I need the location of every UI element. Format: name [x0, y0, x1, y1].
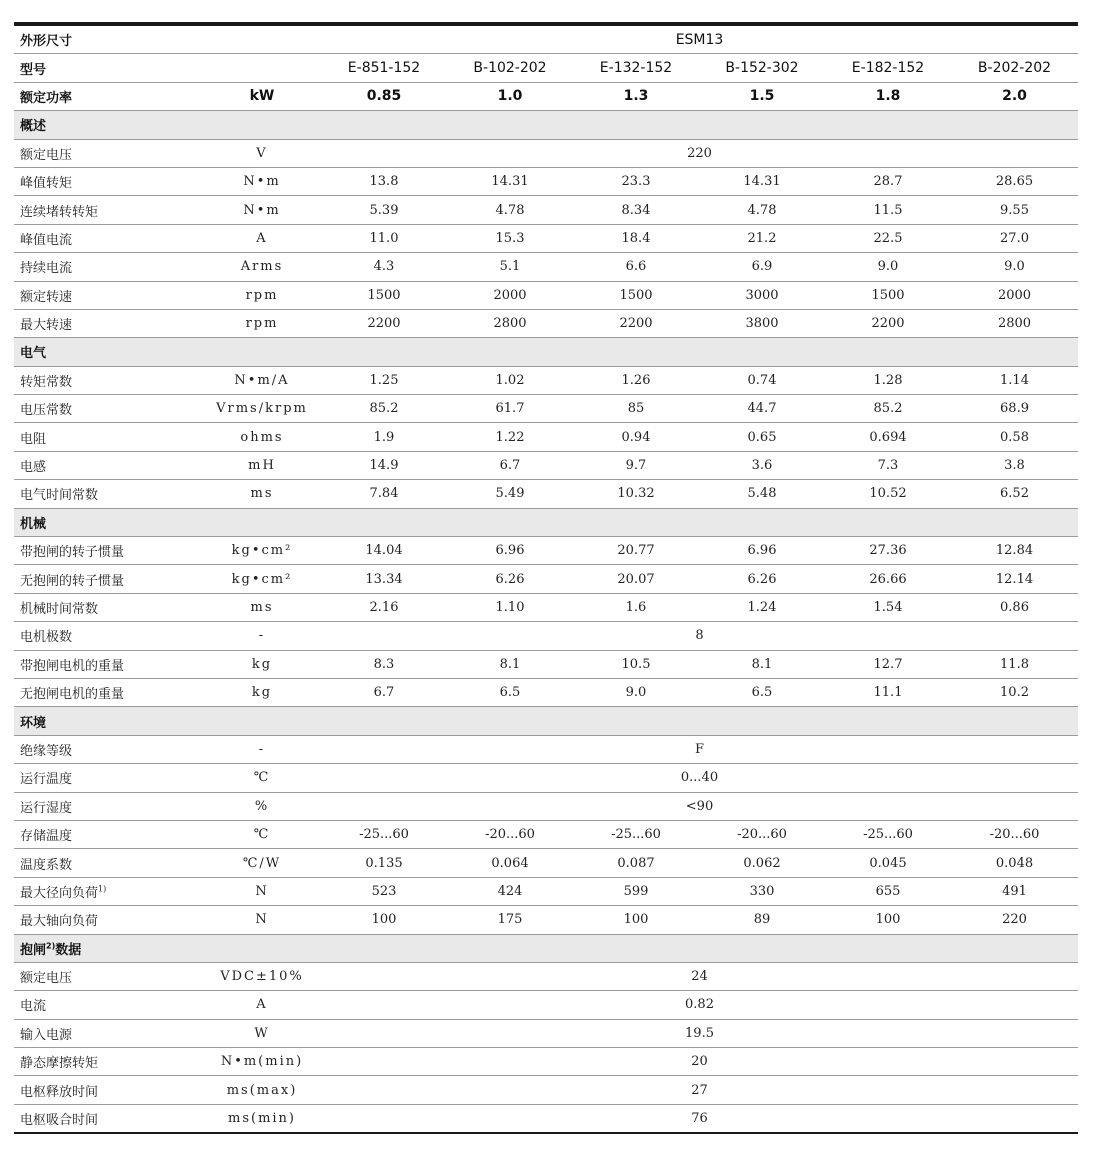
spec-value: 0.74: [699, 366, 825, 394]
spec-value: -20...60: [447, 820, 573, 848]
spec-value: 1.9: [321, 423, 447, 451]
section-title-text: 抱闸: [20, 942, 47, 958]
spec-label-text: 无抱闸电机的重量: [20, 687, 125, 703]
spec-unit: N•m: [203, 167, 321, 195]
spec-value: 10.5: [573, 650, 699, 678]
spec-row: [14, 565, 1078, 593]
spec-value: 655: [825, 877, 951, 905]
section-title-text: 概述: [20, 119, 47, 135]
spec-value: 6.6: [573, 253, 699, 281]
spec-value: 5.49: [447, 480, 573, 508]
spec-value: 0.087: [573, 849, 699, 877]
spec-label-text: 电压常数: [20, 403, 73, 419]
spec-value: 8.1: [699, 650, 825, 678]
rated-power-value: 0.85: [321, 82, 447, 110]
spec-value: 10.32: [573, 480, 699, 508]
spec-value: 1.14: [951, 366, 1078, 394]
spec-row: [14, 991, 1078, 1019]
spec-value: 1.22: [447, 423, 573, 451]
section-header-row: [14, 707, 1078, 735]
spec-unit: Vrms/krpm: [203, 395, 321, 423]
spec-value: 3800: [699, 309, 825, 337]
spec-unit: ms(min): [203, 1104, 321, 1133]
spec-unit: ms: [203, 480, 321, 508]
spec-unit: A: [203, 224, 321, 252]
spec-row: [14, 1048, 1078, 1076]
spec-label-text: 峰值转矩: [20, 176, 73, 192]
spec-value: 2800: [951, 309, 1078, 337]
spec-value: 85.2: [321, 395, 447, 423]
spec-label: [14, 196, 203, 224]
spec-value: 2000: [447, 281, 573, 309]
footnote-marker: 1): [98, 884, 107, 894]
spec-label: [14, 139, 203, 167]
spec-value: 12.7: [825, 650, 951, 678]
spec-row: [14, 906, 1078, 934]
spec-unit: rpm: [203, 309, 321, 337]
spec-value: 1.24: [699, 593, 825, 621]
model-name: B-102-202: [447, 54, 573, 82]
section-header-row: [14, 508, 1078, 536]
footnote-marker: 2): [46, 941, 56, 951]
spec-value: 27.0: [951, 224, 1078, 252]
spec-label-text: 带抱闸的转子惯量: [20, 545, 125, 561]
spec-label-text: 峰值电流: [20, 232, 73, 248]
spec-value: 3000: [699, 281, 825, 309]
spec-label-text: 电气时间常数: [20, 488, 99, 504]
spec-value: 6.26: [447, 565, 573, 593]
spec-value: 330: [699, 877, 825, 905]
spec-label-text: 输入电源: [20, 1027, 73, 1043]
spec-value: 85: [573, 395, 699, 423]
spec-value-merged: 220: [321, 139, 1078, 167]
spec-table: [14, 26, 1078, 1134]
spec-label-text: 最大转速: [20, 318, 73, 334]
spec-value-merged: 20: [321, 1048, 1078, 1076]
spec-row: [14, 1019, 1078, 1047]
spec-value: -25...60: [321, 820, 447, 848]
spec-unit: -: [203, 622, 321, 650]
spec-value: 4.78: [699, 196, 825, 224]
spec-value: 1.10: [447, 593, 573, 621]
spec-label-text: 额定转速: [20, 289, 73, 305]
model-name: B-152-302: [699, 54, 825, 82]
spec-value-merged: F: [321, 735, 1078, 763]
spec-value: 6.9: [699, 253, 825, 281]
model-row: [14, 54, 1078, 82]
spec-label: [14, 735, 203, 763]
spec-value: 6.52: [951, 480, 1078, 508]
spec-row: [14, 877, 1078, 905]
spec-value: 44.7: [699, 395, 825, 423]
spec-value: 5.48: [699, 480, 825, 508]
spec-label: [14, 224, 203, 252]
spec-label: [14, 253, 203, 281]
spec-row: [14, 735, 1078, 763]
spec-value: 2800: [447, 309, 573, 337]
spec-value: 11.8: [951, 650, 1078, 678]
rated-power-unit: kW: [203, 82, 321, 110]
spec-value: 2200: [825, 309, 951, 337]
spec-label: [14, 877, 203, 905]
spec-label-text: 存储温度: [20, 829, 73, 845]
model-name: B-202-202: [951, 54, 1078, 82]
spec-value-merged: 27: [321, 1076, 1078, 1104]
spec-label-text: 静态摩擦转矩: [20, 1056, 99, 1072]
spec-row: [14, 820, 1078, 848]
spec-value: 27.36: [825, 537, 951, 565]
spec-label: [14, 1019, 203, 1047]
spec-value: 1500: [573, 281, 699, 309]
spec-unit: ms: [203, 593, 321, 621]
spec-row: [14, 849, 1078, 877]
section-header-row: [14, 111, 1078, 139]
spec-label-text: 持续电流: [20, 261, 73, 277]
rated-power-row: [14, 82, 1078, 110]
spec-row: [14, 480, 1078, 508]
spec-label-text: 运行湿度: [20, 800, 73, 816]
section-title: [14, 934, 1078, 962]
spec-row: [14, 451, 1078, 479]
spec-unit: VDC±10%: [203, 962, 321, 990]
spec-value: 175: [447, 906, 573, 934]
spec-value: 9.55: [951, 196, 1078, 224]
spec-value: 89: [699, 906, 825, 934]
spec-value: 491: [951, 877, 1078, 905]
spec-unit: ms(max): [203, 1076, 321, 1104]
spec-label: [14, 849, 203, 877]
rated-power-value: 2.0: [951, 82, 1078, 110]
spec-value-merged: 24: [321, 962, 1078, 990]
spec-value: 0.048: [951, 849, 1078, 877]
spec-value: 14.04: [321, 537, 447, 565]
spec-value: 599: [573, 877, 699, 905]
spec-value: 68.9: [951, 395, 1078, 423]
spec-value: 85.2: [825, 395, 951, 423]
spec-value: 22.5: [825, 224, 951, 252]
rated-power-label: 额定功率: [14, 82, 203, 110]
spec-value: 2.16: [321, 593, 447, 621]
spec-label-text: 电枢释放时间: [20, 1084, 99, 1100]
spec-value: 1.26: [573, 366, 699, 394]
spec-unit: N: [203, 877, 321, 905]
spec-label: [14, 991, 203, 1019]
spec-value: 14.9: [321, 451, 447, 479]
spec-label-text: 电阻: [20, 431, 47, 447]
spec-label: [14, 480, 203, 508]
spec-label-text: 温度系数: [20, 857, 73, 873]
spec-label-text: 机械时间常数: [20, 602, 99, 617]
spec-row: [14, 650, 1078, 678]
spec-value: 7.3: [825, 451, 951, 479]
spec-label-text: 最大径向负荷: [20, 885, 99, 901]
model-name: E-132-152: [573, 54, 699, 82]
spec-value: 9.7: [573, 451, 699, 479]
spec-unit: W: [203, 1019, 321, 1047]
spec-label: [14, 593, 203, 621]
spec-value: 1.54: [825, 593, 951, 621]
spec-value: 100: [825, 906, 951, 934]
spec-unit: N: [203, 906, 321, 934]
spec-value: 1.28: [825, 366, 951, 394]
spec-label: [14, 764, 203, 792]
spec-value: 13.8: [321, 167, 447, 195]
spec-row: [14, 1104, 1078, 1133]
spec-value: 1.02: [447, 366, 573, 394]
spec-label: [14, 962, 203, 990]
spec-value: 100: [573, 906, 699, 934]
spec-value: 0.94: [573, 423, 699, 451]
spec-row: [14, 167, 1078, 195]
spec-value: 7.84: [321, 480, 447, 508]
spec-value: 0.062: [699, 849, 825, 877]
spec-value: 15.3: [447, 224, 573, 252]
spec-row: [14, 764, 1078, 792]
spec-value: 0.58: [951, 423, 1078, 451]
spec-row: [14, 309, 1078, 337]
spec-label: [14, 622, 203, 650]
spec-label: [14, 906, 203, 934]
spec-value: 9.0: [825, 253, 951, 281]
section-title-text: 环境: [20, 715, 47, 731]
spec-row: [14, 1076, 1078, 1104]
spec-value: 1500: [825, 281, 951, 309]
spec-value: 9.0: [573, 678, 699, 706]
spec-unit: A: [203, 991, 321, 1019]
spec-value: 0.064: [447, 849, 573, 877]
section-title-text: 电气: [20, 346, 47, 362]
spec-value: 23.3: [573, 167, 699, 195]
spec-row: [14, 962, 1078, 990]
spec-label: [14, 1104, 203, 1133]
spec-value-merged: 0.82: [321, 991, 1078, 1019]
spec-value: 2200: [321, 309, 447, 337]
model-name: E-182-152: [825, 54, 951, 82]
spec-label-text: 电感: [20, 460, 47, 476]
spec-value: 6.96: [699, 537, 825, 565]
spec-unit: ℃/W: [203, 849, 321, 877]
spec-value: 14.31: [447, 167, 573, 195]
section-title-text: 机械: [20, 516, 47, 532]
spec-label: [14, 650, 203, 678]
spec-row: [14, 622, 1078, 650]
series-name: ESM13: [321, 26, 1078, 54]
spec-label-text: 电机极数: [20, 630, 73, 646]
spec-unit: kg•cm²: [203, 537, 321, 565]
spec-unit: kg: [203, 678, 321, 706]
spec-value: 5.1: [447, 253, 573, 281]
spec-unit: ℃: [203, 820, 321, 848]
spec-unit: Arms: [203, 253, 321, 281]
spec-value: 8.34: [573, 196, 699, 224]
spec-label-text: 额定电压: [20, 147, 73, 163]
spec-label: [14, 309, 203, 337]
spec-value: 3.6: [699, 451, 825, 479]
spec-value-merged: 0...40: [321, 764, 1078, 792]
spec-label: [14, 167, 203, 195]
dimension-row: [14, 26, 1078, 54]
spec-value-merged: <90: [321, 792, 1078, 820]
spec-unit: V: [203, 139, 321, 167]
section-title: [14, 338, 1078, 366]
spec-label-text: 带抱闸电机的重量: [20, 658, 125, 674]
spec-value: 11.5: [825, 196, 951, 224]
spec-value: 0.86: [951, 593, 1078, 621]
spec-row: [14, 224, 1078, 252]
spec-row: [14, 678, 1078, 706]
motor-spec-sheet: [14, 22, 1078, 1134]
spec-label-text: 电枢吸合时间: [20, 1113, 99, 1129]
spec-value: 0.65: [699, 423, 825, 451]
spec-value: 220: [951, 906, 1078, 934]
spec-label: [14, 792, 203, 820]
spec-value: 13.34: [321, 565, 447, 593]
spec-label: [14, 537, 203, 565]
spec-value: 2000: [951, 281, 1078, 309]
spec-row: [14, 196, 1078, 224]
spec-row: [14, 253, 1078, 281]
spec-label: [14, 395, 203, 423]
spec-value: 523: [321, 877, 447, 905]
rated-power-value: 1.3: [573, 82, 699, 110]
spec-label-text: 最大轴向负荷: [20, 914, 99, 930]
spec-value: 5.39: [321, 196, 447, 224]
spec-row: [14, 139, 1078, 167]
spec-label-text: 转矩常数: [20, 374, 73, 390]
spec-label: [14, 565, 203, 593]
spec-row: [14, 395, 1078, 423]
model-name: E-851-152: [321, 54, 447, 82]
spec-value-merged: 19.5: [321, 1019, 1078, 1047]
spec-label-text: 连续堵转转矩: [20, 204, 99, 220]
spec-value: 20.77: [573, 537, 699, 565]
section-title: [14, 508, 1078, 536]
spec-value: 6.26: [699, 565, 825, 593]
spec-value: -25...60: [825, 820, 951, 848]
spec-unit: -: [203, 735, 321, 763]
spec-unit: ℃: [203, 764, 321, 792]
spec-unit: rpm: [203, 281, 321, 309]
spec-value: 8.3: [321, 650, 447, 678]
spec-label-text: 绝缘等级: [20, 743, 73, 759]
spec-unit: N•m: [203, 196, 321, 224]
spec-unit: ohms: [203, 423, 321, 451]
spec-unit: N•m(min): [203, 1048, 321, 1076]
spec-label-text: 无抱闸的转子惯量: [20, 573, 125, 589]
spec-value: 1.6: [573, 593, 699, 621]
spec-label: [14, 451, 203, 479]
spec-value: 21.2: [699, 224, 825, 252]
spec-row: [14, 423, 1078, 451]
section-header-row: [14, 338, 1078, 366]
spec-label-text: 运行温度: [20, 772, 73, 788]
spec-value: 4.3: [321, 253, 447, 281]
spec-label: [14, 820, 203, 848]
spec-value: 11.0: [321, 224, 447, 252]
spec-value: 424: [447, 877, 573, 905]
spec-value: 10.2: [951, 678, 1078, 706]
spec-value-merged: 76: [321, 1104, 1078, 1133]
spec-value: 6.96: [447, 537, 573, 565]
spec-value: 11.1: [825, 678, 951, 706]
spec-value: 28.7: [825, 167, 951, 195]
spec-table-body: [14, 26, 1078, 1133]
spec-value: 1500: [321, 281, 447, 309]
model-label: 型号: [14, 54, 203, 82]
spec-value: -20...60: [699, 820, 825, 848]
spec-unit: %: [203, 792, 321, 820]
spec-value: 0.045: [825, 849, 951, 877]
spec-row: [14, 537, 1078, 565]
spec-value: 26.66: [825, 565, 951, 593]
spec-label: [14, 366, 203, 394]
spec-value: 20.07: [573, 565, 699, 593]
spec-value: 6.7: [447, 451, 573, 479]
spec-label-text: 额定电压: [20, 971, 73, 987]
spec-value: -20...60: [951, 820, 1078, 848]
spec-row: [14, 366, 1078, 394]
spec-value: 8.1: [447, 650, 573, 678]
spec-label: [14, 1048, 203, 1076]
rated-power-value: 1.5: [699, 82, 825, 110]
spec-value: 0.694: [825, 423, 951, 451]
spec-value: 14.31: [699, 167, 825, 195]
spec-value: 6.5: [447, 678, 573, 706]
spec-value: 18.4: [573, 224, 699, 252]
spec-unit: mH: [203, 451, 321, 479]
spec-unit: kg•cm²: [203, 565, 321, 593]
spec-value: 3.8: [951, 451, 1078, 479]
spec-value: 12.84: [951, 537, 1078, 565]
spec-value: 4.78: [447, 196, 573, 224]
section-title: [14, 111, 1078, 139]
spec-label: [14, 281, 203, 309]
spec-label: [14, 678, 203, 706]
spec-value-merged: 8: [321, 622, 1078, 650]
section-header-row: [14, 934, 1078, 962]
rated-power-value: 1.0: [447, 82, 573, 110]
spec-value: 2200: [573, 309, 699, 337]
spec-label: [14, 423, 203, 451]
spec-value: 100: [321, 906, 447, 934]
dimension-label: 外形尺寸: [14, 26, 203, 54]
spec-row: [14, 792, 1078, 820]
spec-value: 28.65: [951, 167, 1078, 195]
spec-value: -25...60: [573, 820, 699, 848]
section-title-suffix: 数据: [55, 942, 82, 958]
spec-value: 0.135: [321, 849, 447, 877]
spec-value: 1.25: [321, 366, 447, 394]
rated-power-value: 1.8: [825, 82, 951, 110]
spec-label: [14, 1076, 203, 1104]
spec-row: [14, 593, 1078, 621]
spec-value: 9.0: [951, 253, 1078, 281]
spec-value: 6.5: [699, 678, 825, 706]
section-title: [14, 707, 1078, 735]
spec-row: [14, 281, 1078, 309]
spec-unit: N•m/A: [203, 366, 321, 394]
spec-label-text: 电流: [20, 999, 47, 1015]
spec-value: 10.52: [825, 480, 951, 508]
spec-value: 61.7: [447, 395, 573, 423]
spec-unit: kg: [203, 650, 321, 678]
spec-value: 12.14: [951, 565, 1078, 593]
spec-value: 6.7: [321, 678, 447, 706]
